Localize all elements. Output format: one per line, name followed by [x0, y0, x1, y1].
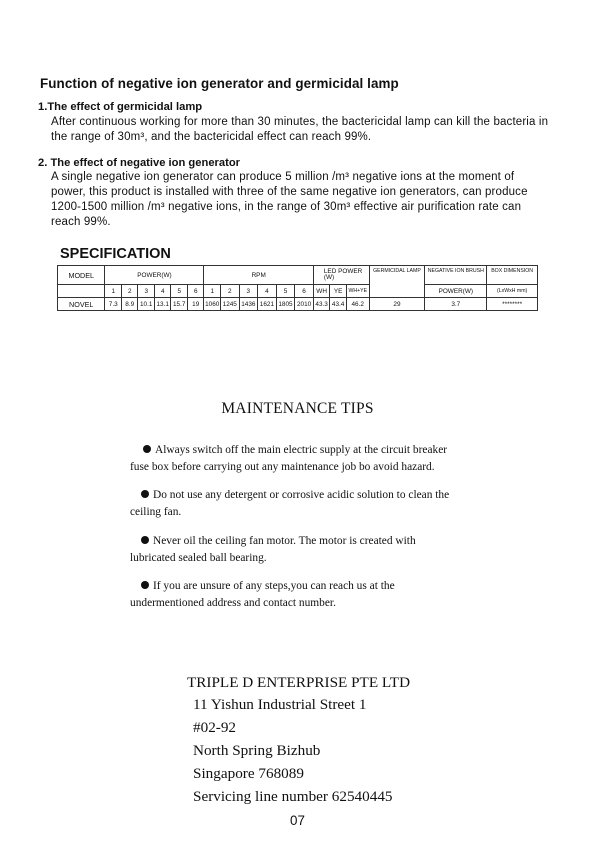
maintenance-title: MAINTENANCE TIPS [221, 400, 374, 417]
table-subheader-row [58, 285, 538, 298]
subheader-speed: 3 [138, 285, 155, 298]
header-box-dimension: BOX DIMENSION [487, 266, 538, 285]
header-model: MODEL [58, 266, 105, 285]
cell-power: 13.1 [154, 298, 171, 311]
tip-text-line: ceiling fan. [130, 505, 182, 518]
table-header-row [58, 266, 538, 285]
section-heading-negative-ion: 2. The effect of negative ion generator [38, 157, 241, 169]
specification-table [57, 265, 538, 311]
subheader-rpm-speed: 6 [295, 285, 314, 298]
cell-power: 15.7 [171, 298, 188, 311]
cell-led-wh: 43.3 [313, 298, 330, 311]
company-name: TRIPLE D ENTERPRISE PTE LTD [187, 674, 411, 691]
maintenance-tip [130, 487, 475, 520]
cell-power: 8.9 [121, 298, 138, 311]
subheader-box-dimension: (LxWxH mm) [487, 285, 538, 298]
subheader-rpm-speed: 3 [239, 285, 258, 298]
page-title: Function of negative ion generator and germicidal lamp [40, 76, 399, 91]
tip-text-line: fuse box before carrying out any maintenance job bo avoid hazard. [130, 460, 435, 473]
specification-title: SPECIFICATION [60, 246, 171, 262]
bullet-icon [141, 536, 149, 544]
cell-rpm: 1621 [258, 298, 277, 311]
header-negative-ion-brush: NEGATIVE ION BRUSH [425, 266, 487, 285]
cell-rpm: 2010 [295, 298, 314, 311]
section-body-germicidal-lamp: After continuous working for more than 30 minutes, the bactericidal lamp can kill the bacteria in the range of 30m³, and the bactericidal effect can reach 99%. [51, 116, 549, 143]
bullet-icon [143, 445, 151, 453]
header-rpm: RPM [204, 266, 313, 285]
cell-power: 7.3 [105, 298, 122, 311]
subheader-led-wh-ye: WH+YE [346, 285, 369, 298]
section-body-negative-ion: A single negative ion generator can produce 5 million /m³ negative ions at the moment of power, this product is installed with three of the same negative ion generators, can produce 1200-1500 million /m³ negative ions, in the range of 30m³ effective air purification rate can reach 99%. [51, 171, 528, 228]
subheader-led-wh: WH [313, 285, 330, 298]
cell-rpm: 1060 [204, 298, 221, 311]
cell-led-ye: 43.4 [330, 298, 347, 311]
header-power: POWER(W) [105, 266, 204, 285]
tip-text-line: undermentioned address and contact number. [130, 596, 336, 609]
subheader-empty [58, 285, 105, 298]
header-germicidal-lamp: GERMICIDAL LAMP [369, 266, 425, 298]
subheader-speed: 4 [154, 285, 171, 298]
cell-power: 10.1 [138, 298, 155, 311]
cell-power: 19 [187, 298, 204, 311]
bullet-icon [141, 581, 149, 589]
subheader-speed: 1 [105, 285, 122, 298]
tip-text-line: Do not use any detergent or corrosive acidic solution to clean the [153, 489, 450, 501]
subheader-rpm-speed: 4 [258, 285, 277, 298]
subheader-rpm-speed: 1 [204, 285, 221, 298]
cell-rpm: 1245 [220, 298, 239, 311]
tip-text-line: Always switch off the main electric supply at the circuit breaker [155, 444, 448, 456]
address-line: Singapore 768089 [193, 765, 304, 782]
table-row [58, 298, 538, 311]
cell-germicidal-lamp: 29 [369, 298, 425, 311]
cell-rpm: 1436 [239, 298, 258, 311]
tip-text-line: lubricated sealed ball bearing. [130, 551, 267, 564]
cell-rpm: 1805 [276, 298, 295, 311]
section-heading-germicidal-lamp: 1.The effect of germicidal lamp [38, 101, 203, 113]
cell-model: NOVEL [58, 298, 105, 311]
service-phone-line: Servicing line number 62540445 [193, 788, 393, 805]
subheader-rpm-speed: 5 [276, 285, 295, 298]
subheader-speed: 5 [171, 285, 188, 298]
maintenance-tip [130, 533, 475, 566]
tip-text-line: If you are unsure of any steps,you can reach us at the [153, 580, 395, 592]
cell-led-wh-ye: 46.2 [346, 298, 369, 311]
address-line: 11 Yishun Industrial Street 1 [193, 696, 367, 713]
maintenance-tip [130, 442, 475, 475]
subheader-speed: 2 [121, 285, 138, 298]
tip-text-line: Never oil the ceiling fan motor. The motor is created with [153, 535, 416, 547]
subheader-brush-power: POWER(W) [425, 285, 487, 298]
address-line: #02-92 [193, 719, 237, 736]
bullet-icon [141, 490, 149, 498]
cell-negative-ion-brush: 3.7 [425, 298, 487, 311]
subheader-led-ye: YE [330, 285, 347, 298]
header-led-power: LED POWER (W) [313, 266, 369, 285]
cell-box-dimension: ******** [487, 298, 538, 311]
subheader-speed: 6 [187, 285, 204, 298]
address-line: North Spring Bizhub [193, 742, 321, 759]
maintenance-tip [130, 578, 475, 611]
page-number: 07 [290, 813, 305, 828]
subheader-rpm-speed: 2 [220, 285, 239, 298]
